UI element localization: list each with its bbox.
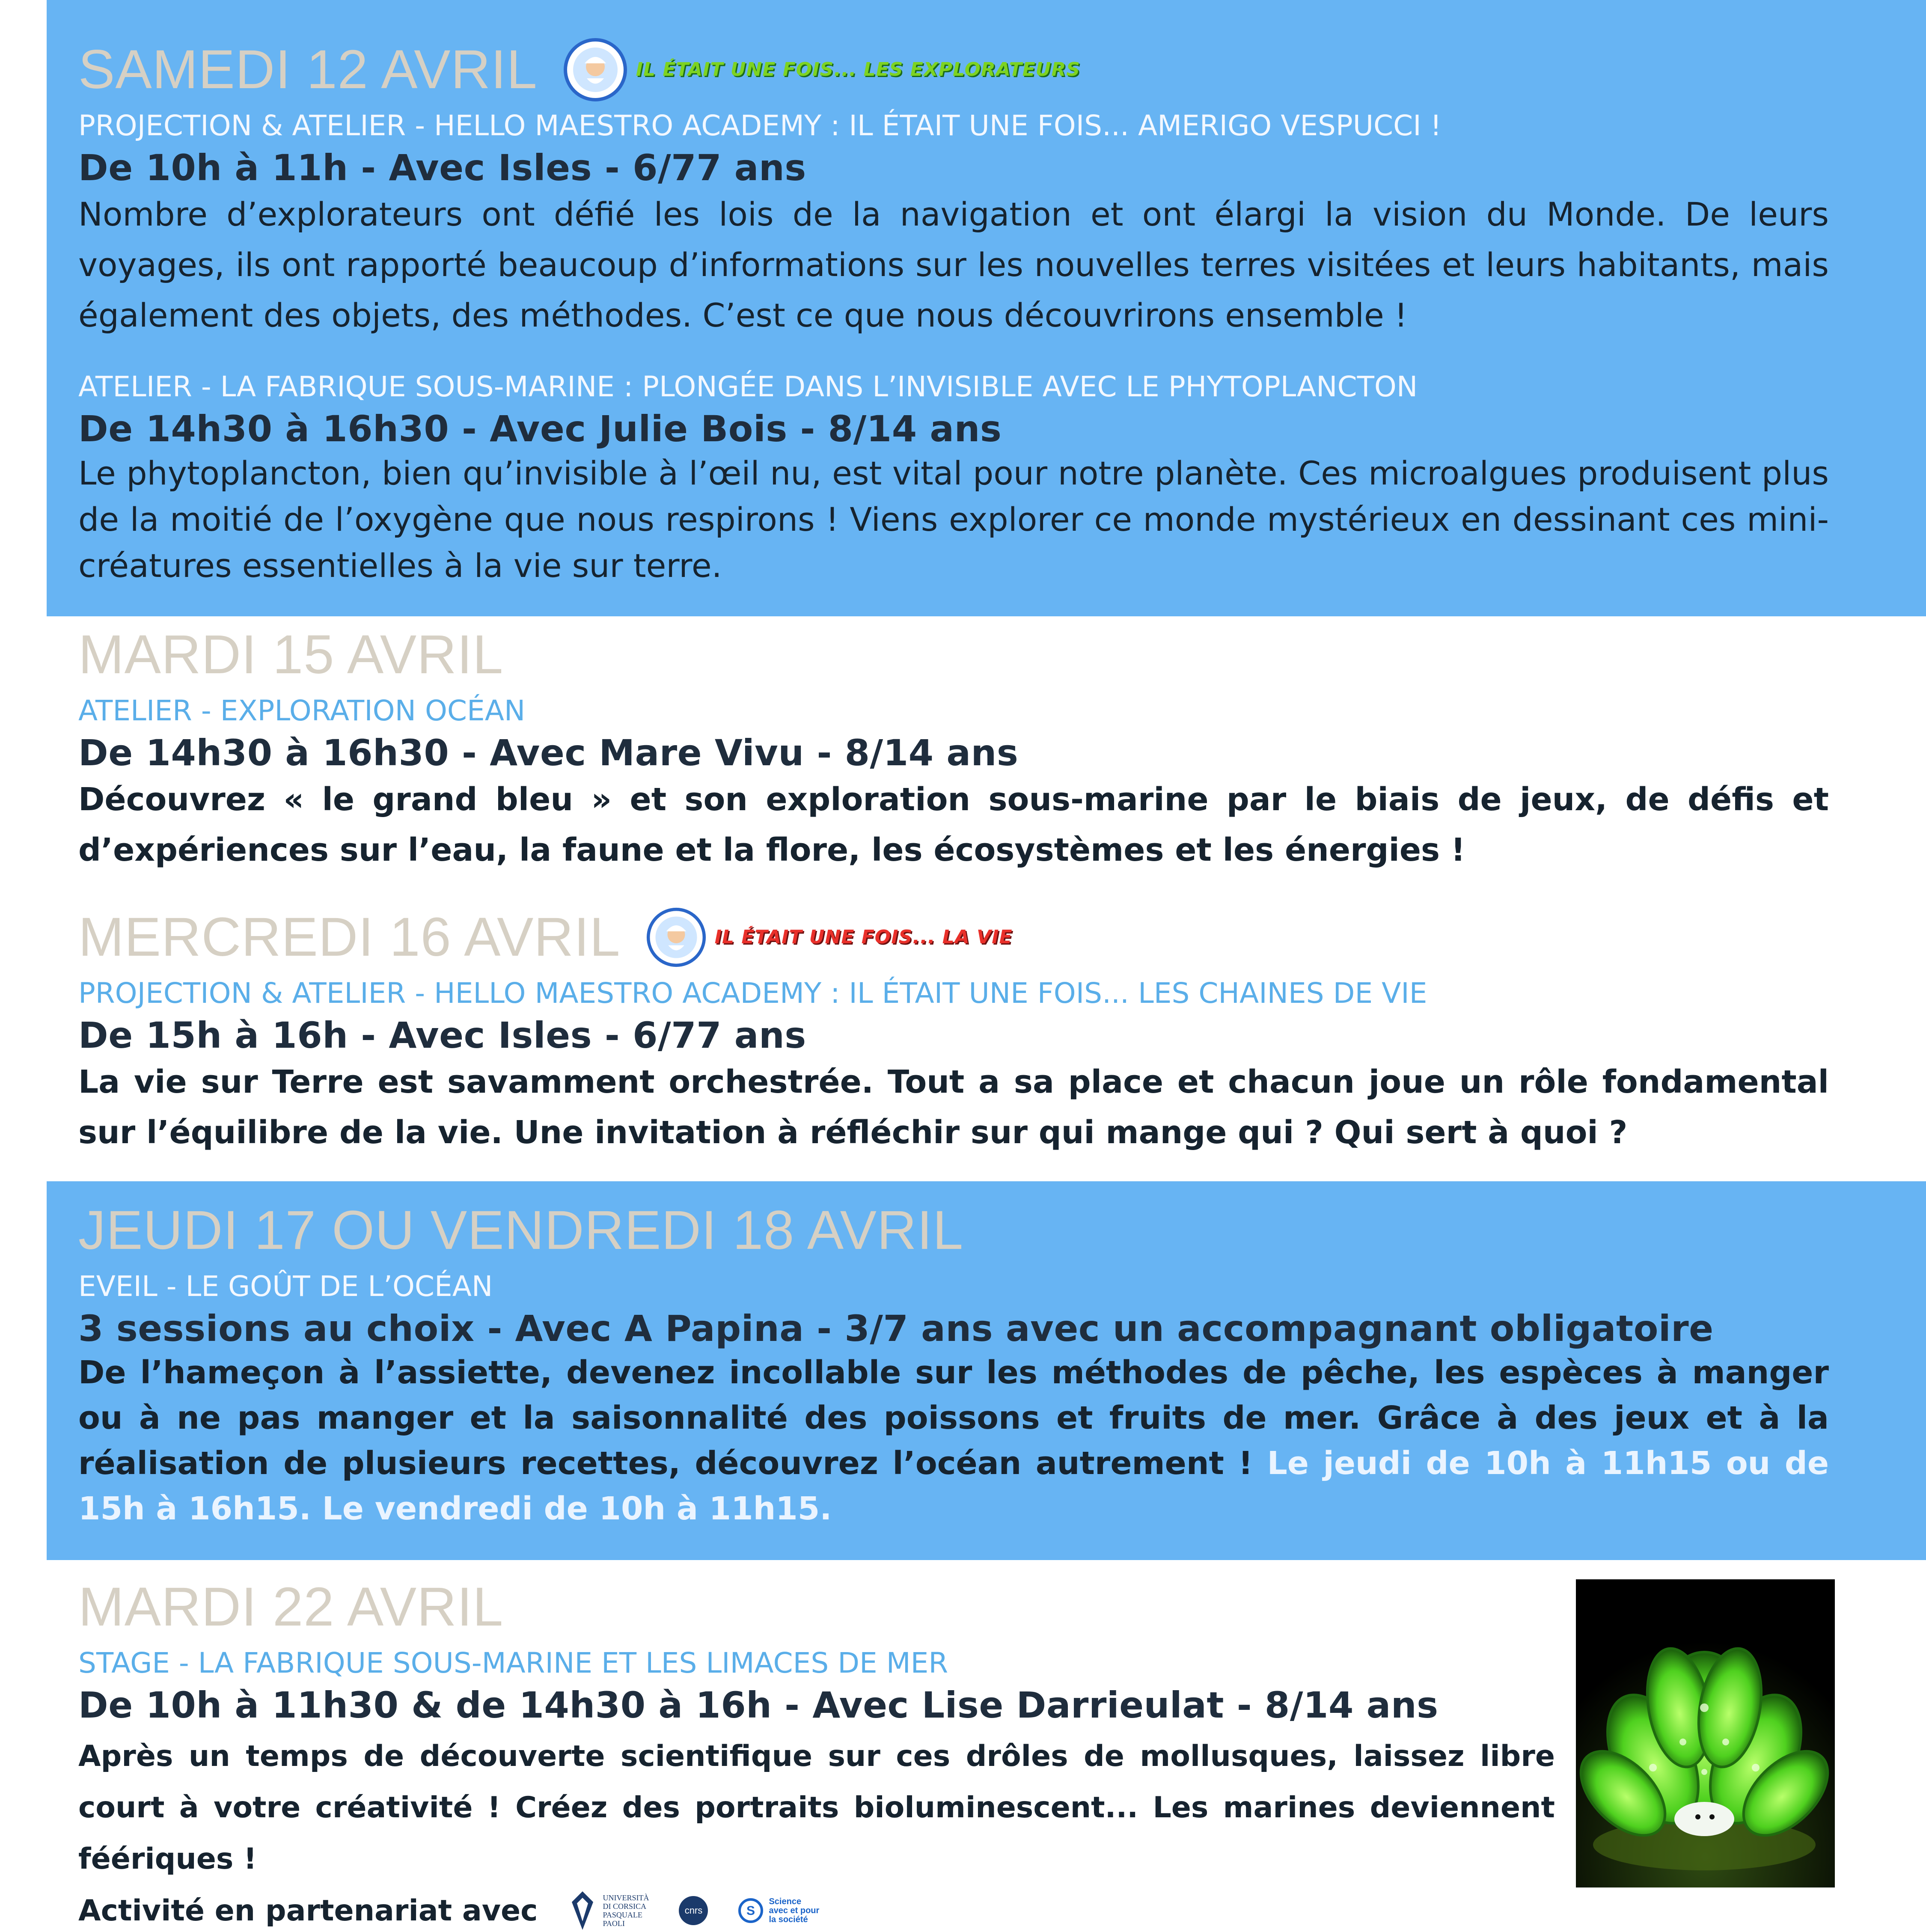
section-mardi-22 — [78, 1575, 1555, 1932]
day-heading: JEUDI 17 OU VENDREDI 18 AVRIL — [78, 1200, 964, 1261]
science-societe-logo: S Science avec et pour la société — [738, 1897, 819, 1924]
day-heading: MARDI 15 AVRIL — [78, 624, 504, 685]
activity-description: Après un temps de découverte scientifique sur ces drôles de mollusques, laissez libre court à votre créativité ! Créez des portraits bioluminescent... Les marines deviennent féériques ! — [78, 1739, 1555, 1876]
activity-title: PROJECTION & ATELIER - HELLO MAESTRO ACADEMY : IL ÉTAIT UNE FOIS... LES CHAINES DE VIE — [78, 977, 1427, 1010]
sea-slug-photo — [1576, 1579, 1835, 1887]
section-jeudi-vendredi — [78, 1198, 1829, 1531]
activity-title: PROJECTION & ATELIER - HELLO MAESTRO ACADEMY : IL ÉTAIT UNE FOIS... AMERIGO VESPUCCI ! — [78, 109, 1442, 142]
section-mercredi-16 — [78, 905, 1829, 1158]
partners-row — [78, 1889, 1555, 1932]
activity-description: Nombre d’explorateurs ont défié les lois de la navigation et ont élargi la vision du Monde. De leurs voyages, ils ont rapporté beaucoup d’informations sur les nouvelles terres visitées et leurs habitants, mais également des objets, des méthodes. C’est ce que nous découvrirons ensemble ! — [78, 195, 1829, 334]
sea-slug-illustration — [1576, 1579, 1835, 1887]
day-heading: MARDI 22 AVRIL — [78, 1576, 504, 1638]
activity-title: ATELIER - EXPLORATION OCÉAN — [78, 694, 526, 727]
partners-label: Activité en partenariat avec — [78, 1893, 538, 1928]
hello-maestro-logo-icon — [563, 38, 627, 102]
activity-time: De 15h à 16h - Avec Isles - 6/77 ans — [78, 1014, 806, 1056]
hello-maestro-badge: IL ÉTAIT UNE FOIS... LA VIE — [646, 905, 1013, 969]
activity-title: STAGE - LA FABRIQUE SOUS-MARINE ET LES LIMACES DE MER — [78, 1647, 948, 1679]
activity-time: De 14h30 à 16h30 - Avec Mare Vivu - 8/14 ans — [78, 732, 1019, 774]
university-emblem-icon — [568, 1889, 597, 1932]
hello-maestro-logo-icon — [646, 907, 706, 967]
section-samedi-12 — [78, 38, 1829, 589]
activity-title: EVEIL - LE GOÛT DE L’OCÉAN — [78, 1270, 493, 1303]
activity-time: De 10h à 11h30 & de 14h30 à 16h - Avec Lise Darrieulat - 8/14 ans — [78, 1684, 1439, 1726]
activity-description: La vie sur Terre est savamment orchestrée. Tout a sa place et chacun joue un rôle fondamental sur l’équilibre de la vie. Une invitation à réfléchir sur qui mange qui ? Qui sert à quoi ? — [78, 1064, 1829, 1151]
activity-title: ATELIER - LA FABRIQUE SOUS-MARINE : PLONGÉE DANS L’INVISIBLE AVEC LE PHYTOPLANCTON — [78, 370, 1418, 403]
section-mardi-15 — [78, 623, 1829, 875]
schedule-note: Le jeudi de 10h à 11h15 ou de 15h à 16h15. Le vendredi de 10h à 11h15. — [78, 1445, 1829, 1527]
activity-description: Découvrez « le grand bleu » et son exploration sous-marine par le biais de jeux, de défis et d’expériences sur l’eau, la faune et la flore, les écosystèmes et les énergies ! — [78, 781, 1829, 868]
activity-description: Le phytoplancton, bien qu’invisible à l’œil nu, est vital pour notre planète. Ces microalgues produisent plus de la moitié de l’oxygène que nous respirons ! Viens explorer ce monde mystérieux en dessinant ces mini-créatures essentielles à la vie sur terre. — [78, 454, 1829, 585]
svg-text:S: S — [746, 1904, 755, 1918]
activity-time: De 14h30 à 16h30 - Avec Julie Bois - 8/14 ans — [78, 408, 1002, 450]
cnrs-logo: cnrs — [679, 1896, 708, 1925]
activity-time: De 10h à 11h - Avec Isles - 6/77 ans — [78, 147, 806, 189]
science-s-icon — [738, 1898, 764, 1923]
hello-maestro-badge: IL ÉTAIT UNE FOIS... LES EXPLORATEURS — [563, 38, 1080, 102]
day-heading: SAMEDI 12 AVRIL IL ÉTAIT UNE FOIS... LES EXPLORATEURS — [78, 38, 1829, 102]
activity-description: De l’hameçon à l’assiette, devenez incollable sur les méthodes de pêche, les espèces à manger ou à ne pas manger et la saisonnalité des poissons et fruits de mer. Grâce à des jeux et à la réalisation de plusieurs recettes, découvrez l’océan autrement ! Le jeudi de 10h à 11h15 ou de 15h à 16h15. Le vendredi de 10h à 11h15. — [78, 1354, 1829, 1527]
day-heading: MERCREDI 16 AVRIL IL ÉTAIT UNE FOIS... LA VIE — [78, 905, 1829, 969]
activity-time: 3 sessions au choix - Avec A Papina - 3/7 ans avec un accompagnant obligatoire — [78, 1308, 1714, 1349]
universita-corsica-logo: UNIVERSITÀ DI CORSICA PASQUALE PAOLI — [568, 1889, 649, 1932]
